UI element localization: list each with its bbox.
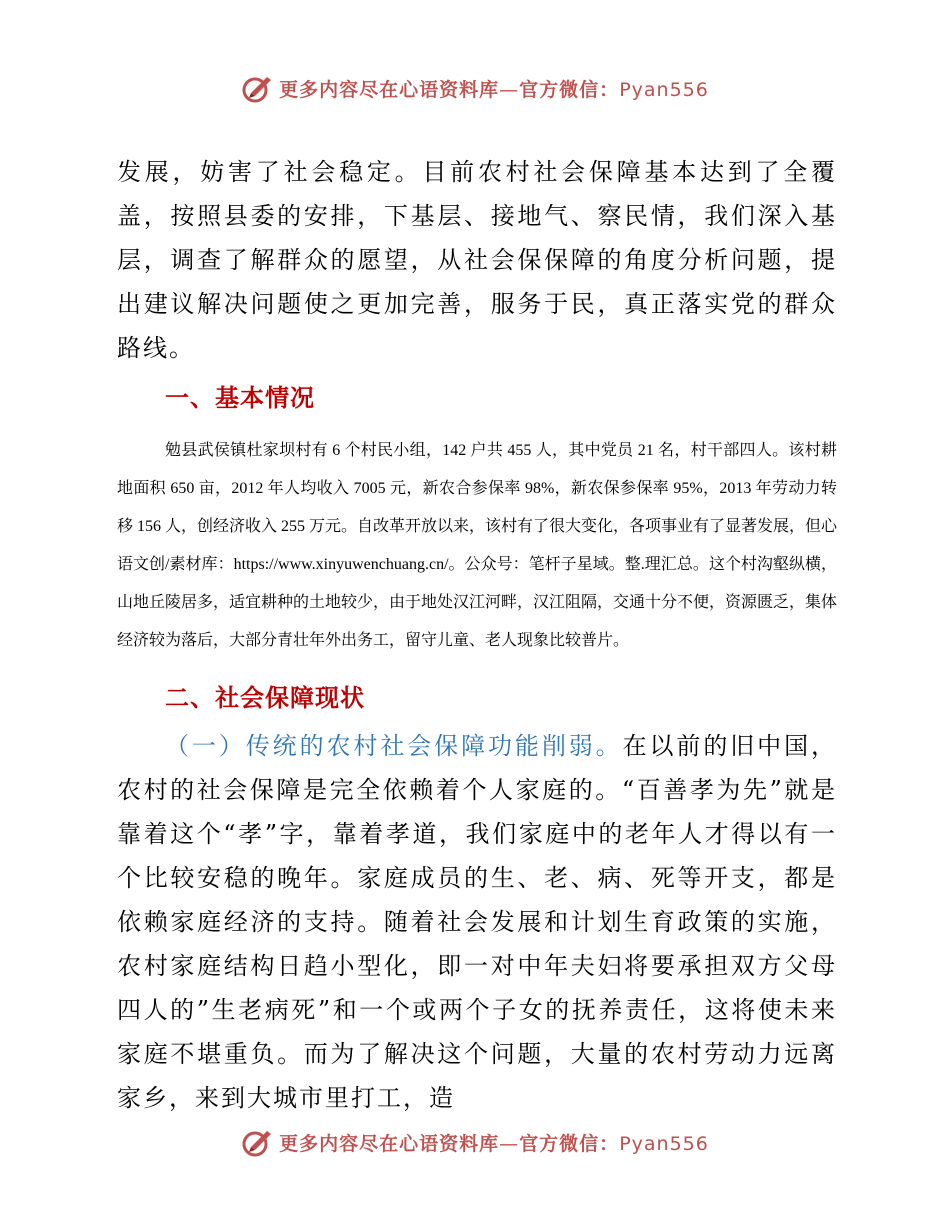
- banner-separator: —: [499, 78, 520, 101]
- banner-wechat-id: Pyan556: [619, 78, 709, 101]
- section-heading-basic-info: 一、基本情况: [165, 384, 315, 412]
- header-watermark-banner: [0, 68, 950, 108]
- pen-logo-icon: [241, 71, 275, 105]
- document-body: [117, 150, 837, 1120]
- banner-main-text: 更多内容尽在心语资料库: [279, 78, 500, 101]
- banner-wechat-id: Pyan556: [619, 1132, 709, 1155]
- banner-main-text: 更多内容尽在心语资料库: [279, 1132, 500, 1155]
- banner-text: [279, 1129, 709, 1156]
- section-heading-social-security: 二、社会保障现状: [165, 684, 365, 712]
- subheading-traditional-security: （一）传统的农村社会保障功能削弱。: [165, 732, 623, 760]
- banner-text: [279, 75, 709, 102]
- banner-separator: —: [499, 1132, 520, 1155]
- footer-watermark-banner: [0, 1122, 950, 1162]
- paragraph-basic-info: 勉县武侯镇杜家坝村有 6 个村民小组，142 户共 455 人，其中党员 21 名，村干部四人。该村耕地面积 650 亩，2012 年人均收入 7005 元，新农合参保率 98%，新农保参保率 95%，2013 年劳动力转移 156 人，创经济收入 255 万元。自改革开放以来，该村有了很大变化，各项事业有了显著发展，但心语文创/素材库：https://www.xinyuwenchuang.cn/。公众号：笔杆子星域。整.理汇总。这个村沟壑纵横，山地丘陵居多，适宜耕种的土地较少，由于地处汉江河畔，汉江阻隔，交通十分不便，资源匮乏，集体经济较为落后，大部分青壮年外出务工，留守儿童、老人现象比较普片。: [117, 442, 838, 649]
- pen-logo-icon: [241, 1125, 275, 1159]
- paragraph-section-1: [117, 724, 837, 1120]
- paragraph-intro: 发展，妨害了社会稳定。目前农村社会保障基本达到了全覆盖，按照县委的安排，下基层、接地气、察民情，我们深入基层，调查了解群众的愿望，从社会保保障的角度分析问题，提出建议解决问题使之更加完善，服务于民，真正落实党的群众路线。: [117, 158, 837, 362]
- banner-wechat-label: 官方微信：: [519, 1132, 620, 1155]
- banner-wechat-label: 官方微信：: [519, 78, 620, 101]
- paragraph-section-1-body: 在以前的旧中国，农村的社会保障是完全依赖着个人家庭的。“百善孝为先”就是靠着这个“孝”字，靠着孝道，我们家庭中的老年人才得以有一个比较安稳的晚年。家庭成员的生、老、病、死等开支，都是依赖家庭经济的支持。随着社会发展和计划生育政策的实施，农村家庭结构日趋小型化，即一对中年夫妇将要承担双方父母四人的”生老病死”和一个或两个子女的抚养责任，这将使未来家庭不堪重负。而为了解决这个问题，大量的农村劳动力远离家乡，来到大城市里打工，造: [117, 732, 838, 1112]
